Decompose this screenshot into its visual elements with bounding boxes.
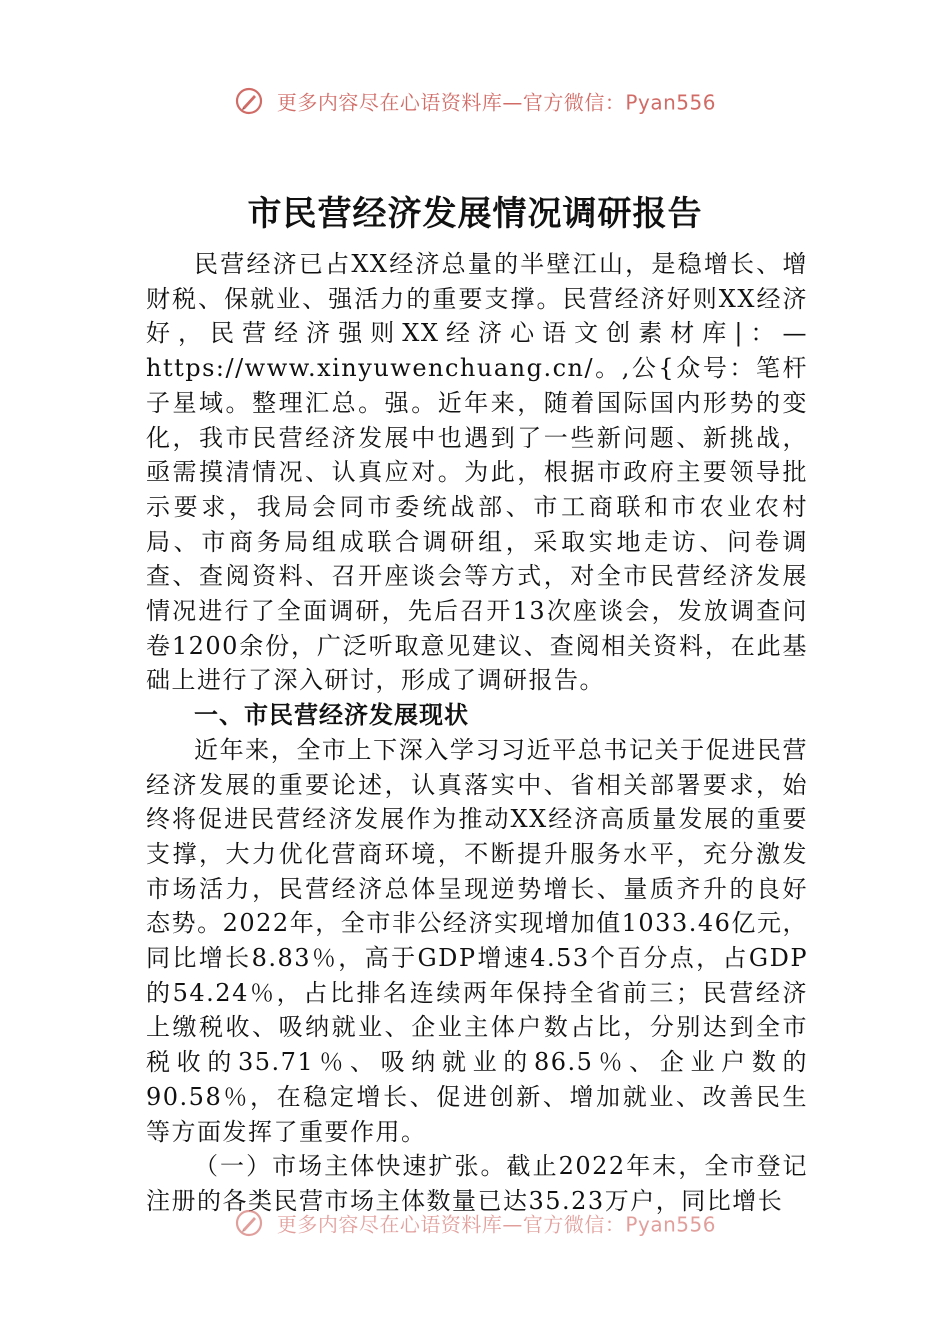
watermark-text: 更多内容尽在心语资料库—官方微信：Pyan556 xyxy=(276,1212,716,1237)
subsection-paragraph: （一）市场主体快速扩张。截止2022年末，全市登记注册的各类民营市场主体数量已达35.23万户，同比增长 xyxy=(146,1152,808,1215)
watermark-text: 更多内容尽在心语资料库—官方微信：Pyan556 xyxy=(276,90,716,115)
document-body xyxy=(146,247,808,1216)
section-paragraph: 近年来，全市上下深入学习习近平总书记关于促进民营经济发展的重要论述，认真落实中、省相关部署要求，始终将促进民营经济发展作为推动XX经济高质量发展的重要支撑，大力优化营商环境，不断提升服务水平，充分激发市场活力，民营经济总体呈现逆势增长、量质齐升的良好态势。2022年，全市非公经济实现增加值1033.46亿元，同比增长8.83％，高于GDP增速4.53个百分点，占GDP的54.24％，占比排名连续两年保持全省前三；民营经济上缴税收、吸纳就业、企业主体户数占比，分别达到全市税收的35.71％、吸纳就业的86.5％、企业户数的90.58％，在稳定增长、促进创新、增加就业、改善民生等方面发挥了重要作用。 xyxy=(146,735,808,1146)
intro-paragraph: 民营经济已占XX经济总量的半壁江山，是稳增长、增财税、保就业、强活力的重要支撑。民营经济好则XX经济好，民营经济强则XX经济心语文创素材库|：—https://www.xinyuwenchuang.cn/。,公{众号：笔杆子星域。整理汇总。强。近年来，随着国际国内形势的变化，我市民营经济发展中也遇到了一些新问题、新挑战，亟需摸清情况、认真应对。为此，根据市政府主要领导批示要求，我局会同市委统战部、市工商联和市农业农村局、市商务局组成联合调研组，采取实地走访、问卷调查、查阅资料、召开座谈会等方式，对全市民营经济发展情况进行了全面调研，先后召开13次座谈会，发放调查问卷1200余份，广泛听取意见建议、查阅相关资料，在此基础上进行了深入研讨，形成了调研报告。 xyxy=(146,250,808,695)
pen-logo-icon xyxy=(234,1208,264,1238)
watermark-bottom xyxy=(0,1208,950,1238)
section-heading: 一、市民营经济发展现状 xyxy=(194,701,469,730)
document-title: 市民营经济发展情况调研报告 xyxy=(247,194,703,234)
